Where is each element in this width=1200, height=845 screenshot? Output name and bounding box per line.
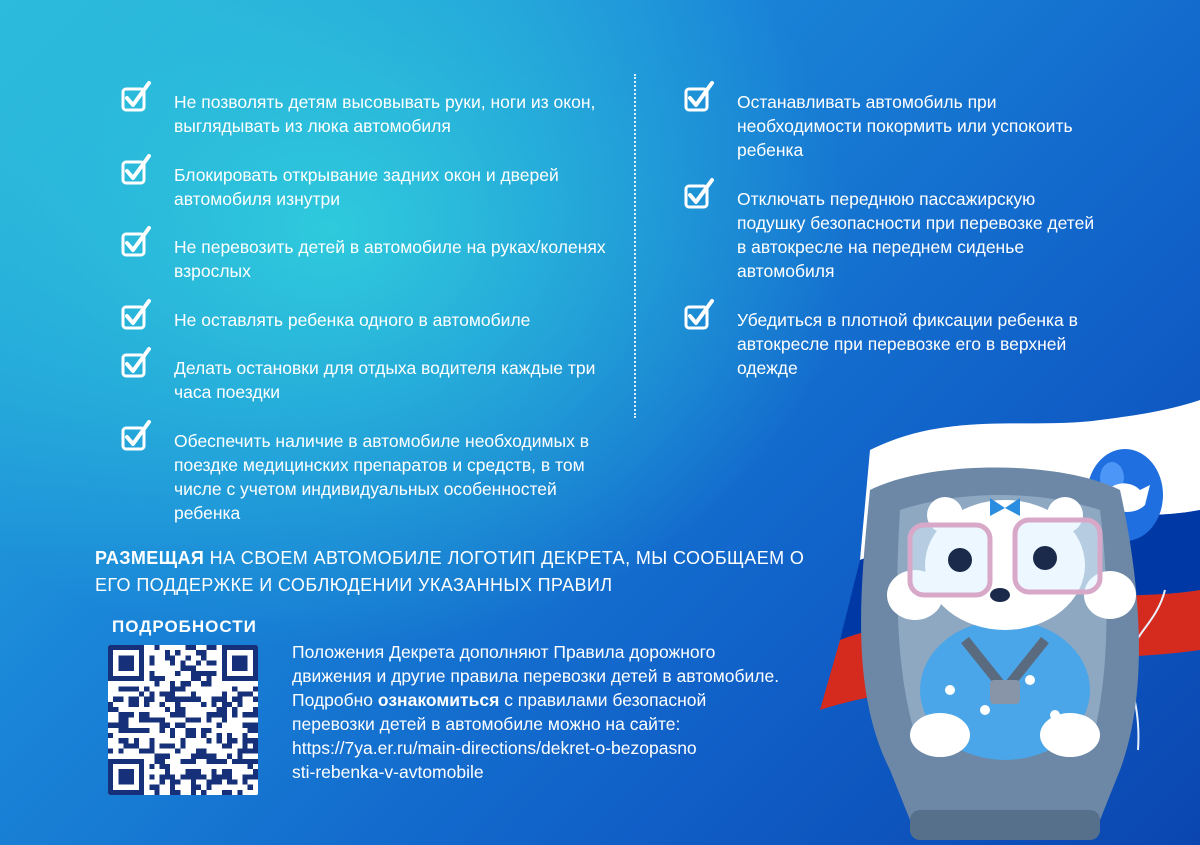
- details-url-line1[interactable]: https://7ya.er.ru/main-directions/dekret-o-bezopasno: [292, 738, 697, 758]
- checkbox-check-icon: [120, 225, 154, 259]
- rule-item: [120, 429, 620, 525]
- rule-item: [120, 163, 620, 211]
- details-text: [292, 640, 792, 784]
- details-url-line2[interactable]: sti-rebenka-v-avtomobile: [292, 762, 484, 782]
- rule-item: [120, 90, 620, 138]
- rule-item: [683, 90, 1103, 162]
- rule-text: Убедиться в плотной фиксации ребенка в автокресле при перевозке его в верхней одежде: [737, 310, 1078, 378]
- qr-code[interactable]: [108, 645, 258, 795]
- rule-text: Останавливать автомобиль при необходимости покормить или успокоить ребенка: [737, 92, 1073, 160]
- polar-bear-car-seat-illustration: [800, 390, 1200, 845]
- checkbox-check-icon: [120, 298, 154, 332]
- checkbox-check-icon: [120, 346, 154, 380]
- rule-item: [683, 187, 1103, 283]
- rule-item: [120, 308, 620, 332]
- rule-item: [120, 356, 620, 404]
- details-text-before: Положения Декрета дополняют Правила дорожного движения и другие правила перевозки детей в автомобиле. Подробно: [292, 642, 780, 710]
- column-divider: [634, 74, 636, 418]
- checkbox-check-icon: [683, 80, 717, 114]
- checkbox-check-icon: [120, 419, 154, 453]
- rule-text: Не перевозить детей в автомобиле на руках/коленях взрослых: [174, 237, 606, 281]
- checkbox-check-icon: [683, 177, 717, 211]
- rule-text: Отключать переднюю пассажирскую подушку безопасности при перевозке детей в автокресле на переднем сиденье автомобиля: [737, 189, 1095, 281]
- rule-text: Делать остановки для отдыха водителя каждые три часа поездки: [174, 358, 596, 402]
- decree-statement: [95, 545, 815, 599]
- rule-text: Не оставлять ребенка одного в автомобиле: [174, 310, 531, 330]
- rule-item: [683, 308, 1103, 380]
- statement-bold: РАЗМЕЩАЯ: [95, 548, 205, 568]
- checkbox-check-icon: [120, 153, 154, 187]
- rule-text: Обеспечить наличие в автомобиле необходимых в поездке медицинских препаратов и средств, в том числе с учетом индивидуальных особенностей ребенка: [174, 431, 590, 523]
- checkbox-check-icon: [683, 298, 717, 332]
- statement-rest: НА СВОЕМ АВТОМОБИЛЕ ЛОГОТИП ДЕКРЕТА, МЫ СООБЩАЕМ О ЕГО ПОДДЕРЖКЕ И СОБЛЮДЕНИИ УКАЗАННЫХ ПРАВИЛ: [95, 548, 805, 595]
- details-title: ПОДРОБНОСТИ: [112, 617, 257, 636]
- rule-text: Не позволять детям высовывать руки, ноги из окон, выглядывать из люка автомобиля: [174, 92, 596, 136]
- checkbox-check-icon: [120, 80, 154, 114]
- details-text-bold: ознакомиться: [377, 690, 500, 710]
- details-text-after: с правилами безопасной перевозки детей в автомобиле можно на сайте:: [292, 690, 707, 734]
- rule-item: [120, 235, 620, 283]
- rule-text: Блокировать открывание задних окон и дверей автомобиля изнутри: [174, 165, 559, 209]
